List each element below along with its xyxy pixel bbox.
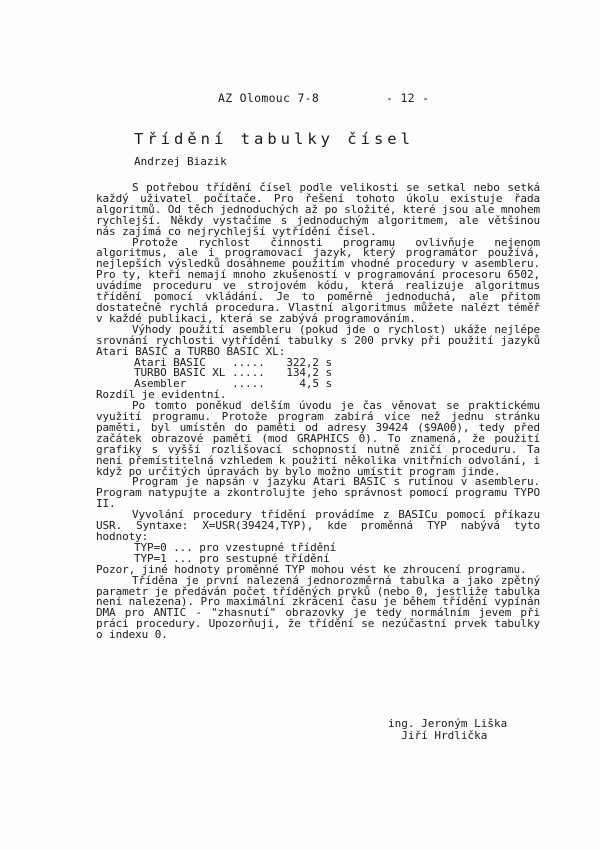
paragraph: S potřebou třídění čísel podle velikosti se setkal nebo setká každý uživatel počítače. Pro řešení tohoto úkolu existuje řada algoritmů. Od těch jednoduchých až po složité, které jsou ale mnohem rychlejší. Někdy vystačíme s jednoduchým algoritmem, ale většinou nás zajímá co nejrychlejší vytřídění čísel. — [96, 181, 540, 238]
timing-dots: ..... — [232, 355, 265, 369]
timing-value: 134,2 s — [286, 366, 332, 380]
timing-lang: Asembler — [134, 377, 187, 391]
header-source: AZ Olomouc 7-8 — [218, 91, 320, 105]
paragraph: Výhody použití asembleru (pokud jde o rychlost) ukáže nejlépe srovnání rychlosti vytřídění tabulky s 200 prvky při použití jazyků Atari BASIC a TURBO BASIC XL: — [96, 322, 540, 358]
timing-dots: ..... — [232, 377, 265, 391]
paragraph: Program je napsán v jazyku Atari BASIC s rutinou v asembleru. Program natypujte a zkontrolujte jeho správnost pomocí programu TYPO II. — [96, 475, 540, 511]
article-title: Třídění tabulky čísel — [134, 130, 414, 148]
code-block — [134, 540, 540, 565]
timing-dots: ..... — [232, 366, 265, 380]
timing-lang: TURBO BASIC XL — [134, 366, 226, 380]
timing-value: 322,2 s — [286, 355, 332, 369]
signature-line: Jiří Hrdlička — [388, 729, 488, 742]
timing-row — [134, 368, 540, 379]
paragraph: Rozdíl je evidentní. — [96, 388, 227, 402]
paragraph: Protože rychlost činnosti programu ovlivňuje nejenom algoritmus, ale i programovací jazyk, který programátor používá, nejlepších výsledků dosáhneme použitím vhodné procedury v asembleru. Pro ty, kteří nemají mnoho zkušeností v programování procesoru 6502, uvádíme proceduru ve strojovém kódu, která realizuje algoritmus třídění pomocí vkládání. Je to poměrně jednoduchá, ale přitom dostatečně rychlá procedura. Vlastní algoritmus můžete nalézt téměř v každé publikaci, která se zabývá programováním. — [96, 235, 540, 325]
signature — [388, 718, 507, 742]
page-number: - 12 - — [386, 91, 430, 105]
timing-value: 4,5 s — [299, 377, 332, 391]
signature-line: ing. Jeroným Liška — [388, 717, 508, 730]
paragraph: Pozor, jiné hodnoty proměnné TYP mohou vést ke zhroucení programu. — [96, 562, 527, 576]
paragraph: Tříděna je první nalezená jednorozměrná tabulka a jako zpětný parametr je předáván počet tříděných prvků (nebo 0, jestliže tabulka není nalezena). Pro maximální zkrácení času je během třídění vypínán DMA pro ANTIC - "zhasnutí" obrazovky je tedy normálním jevem při práci procedury. Upozorňuji, že třídění se nezúčastní prvek tabulky o indexu 0. — [96, 573, 540, 642]
timing-table — [134, 355, 540, 391]
code-line: TYP=1 ... pro sestupné třídění — [134, 551, 330, 565]
paragraph: Po tomto poněkud delším úvodu je čas věnovat se praktickému využití programu. Protože program zabírá více než jednu stránku paměti, byl umístěn do paměti od adresy 39424 ($9A00), tedy před začátek obrazové paměti (mod GRAPHICS 0). To znamená, že použití grafiky s vyšší rozlišovací schopností nutně zničí proceduru. Ta není přemístitelná vzhledem k použití několika vnitřních odvolání, i když po určitých úpravách by bylo možno umístit program jinde. — [96, 399, 540, 478]
article-body — [96, 183, 540, 641]
paragraph: Vyvolání procedury třídění provádíme z BASICu pomocí příkazu USR. Syntaxe: X=USR(39424,TYP), kde proměnná TYP nabývá tyto hodnoty: — [96, 508, 540, 543]
timing-lang: Atari BASIC — [134, 355, 206, 369]
article-author: Andrzej Biazik — [134, 155, 227, 168]
code-line: TYP=0 ... pro vzestupné třídění — [134, 540, 337, 554]
